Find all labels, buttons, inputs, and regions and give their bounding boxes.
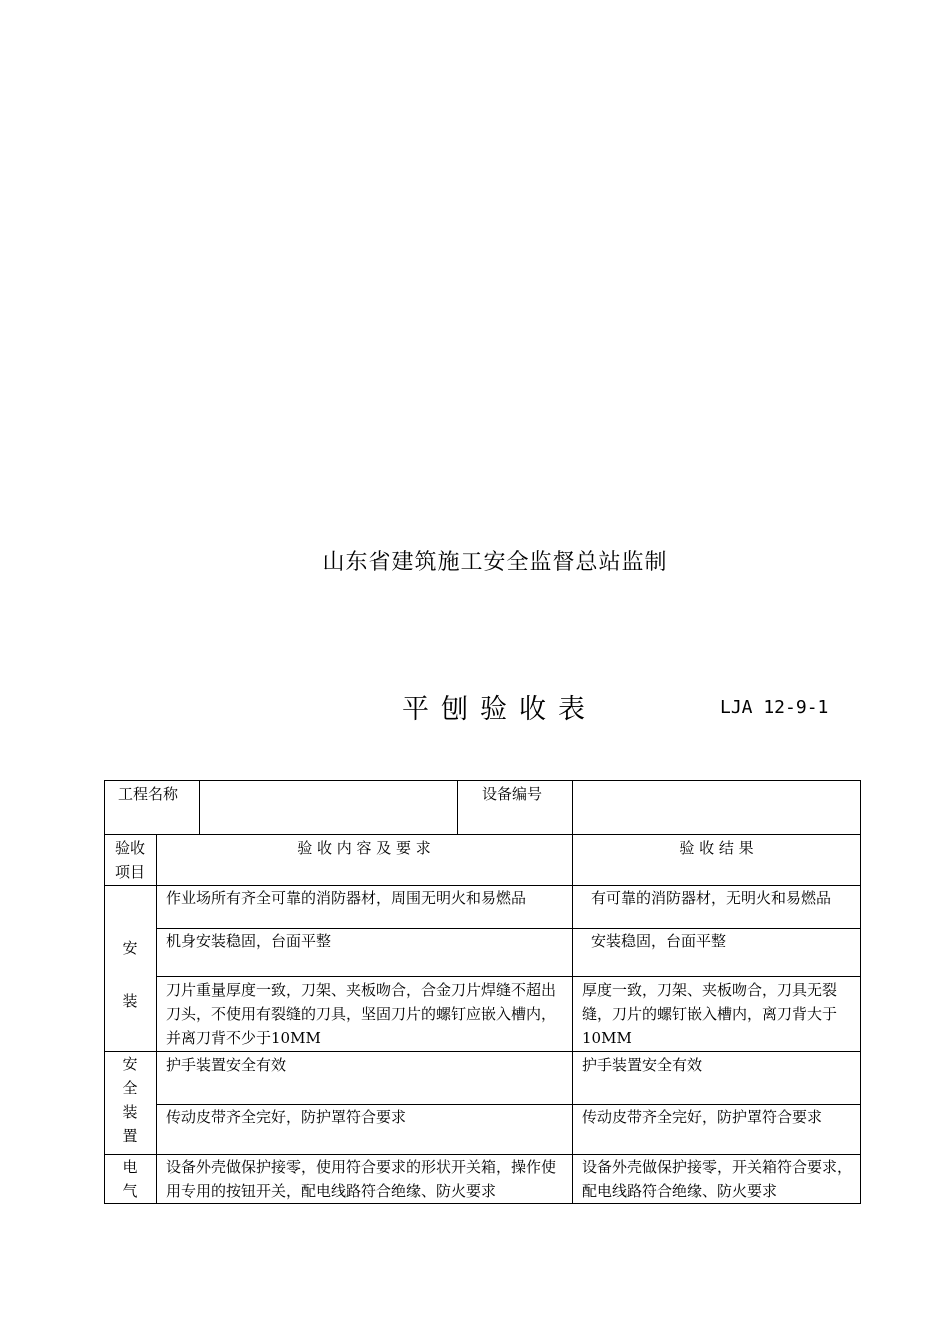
section-electrical: 电 气	[122, 1158, 138, 1200]
issuing-organization: 山东省建筑施工安全监督总站监制	[322, 550, 668, 575]
safety-device-req-2: 传动皮带齐全完好，防护罩符合要求	[166, 1108, 407, 1126]
col-result-header: 验 收 结 果	[679, 839, 754, 857]
safety-device-req-1: 护手装置安全有效	[166, 1056, 287, 1074]
form-code: LJA 12-9-1	[720, 697, 829, 718]
col-item-header: 验收 项目	[114, 839, 145, 881]
installation-result-2: 安装稳固，台面平整	[591, 932, 727, 950]
col-content-header: 验 收 内 容 及 要 求	[297, 839, 431, 857]
electrical-result-1: 设备外壳做保护接零，开关箱符合要求，配电线路符合绝缘、防火要求	[582, 1158, 853, 1200]
electrical-req-1: 设备外壳做保护接零，使用符合要求的形状开关箱，操作使用专用的按钮开关，配电线路符合绝缘、防火要求	[166, 1158, 557, 1200]
installation-req-2: 机身安装稳固，台面平整	[166, 932, 332, 950]
safety-device-result-2: 传动皮带齐全完好，防护罩符合要求	[582, 1108, 823, 1126]
safety-device-result-1: 护手装置安全有效	[582, 1056, 703, 1074]
project-name-label: 工程名称	[118, 785, 179, 803]
form-title: 平刨验收表	[402, 694, 597, 725]
equipment-number-label: 设备编号	[482, 785, 543, 803]
installation-result-3: 厚度一致，刀架、夹板吻合，刀具无裂缝，刀片的螺钉嵌入槽内，离刀背大于10MM	[582, 981, 838, 1047]
section-safety-device: 安 全 装 置	[122, 1055, 138, 1145]
installation-req-1: 作业场所有齐全可靠的消防器材，周围无明火和易燃品	[166, 889, 527, 907]
section-installation: 安 装	[122, 939, 138, 1010]
installation-result-1: 有可靠的消防器材，无明火和易燃品	[591, 889, 832, 907]
installation-req-3: 刀片重量厚度一致，刀架、夹板吻合，合金刀片焊缝不超出刀头，不使用有裂缝的刀具，坚固刀片的螺钉应嵌入槽内，并离刀背不少于10MM	[166, 981, 557, 1047]
acceptance-table	[104, 780, 861, 1204]
